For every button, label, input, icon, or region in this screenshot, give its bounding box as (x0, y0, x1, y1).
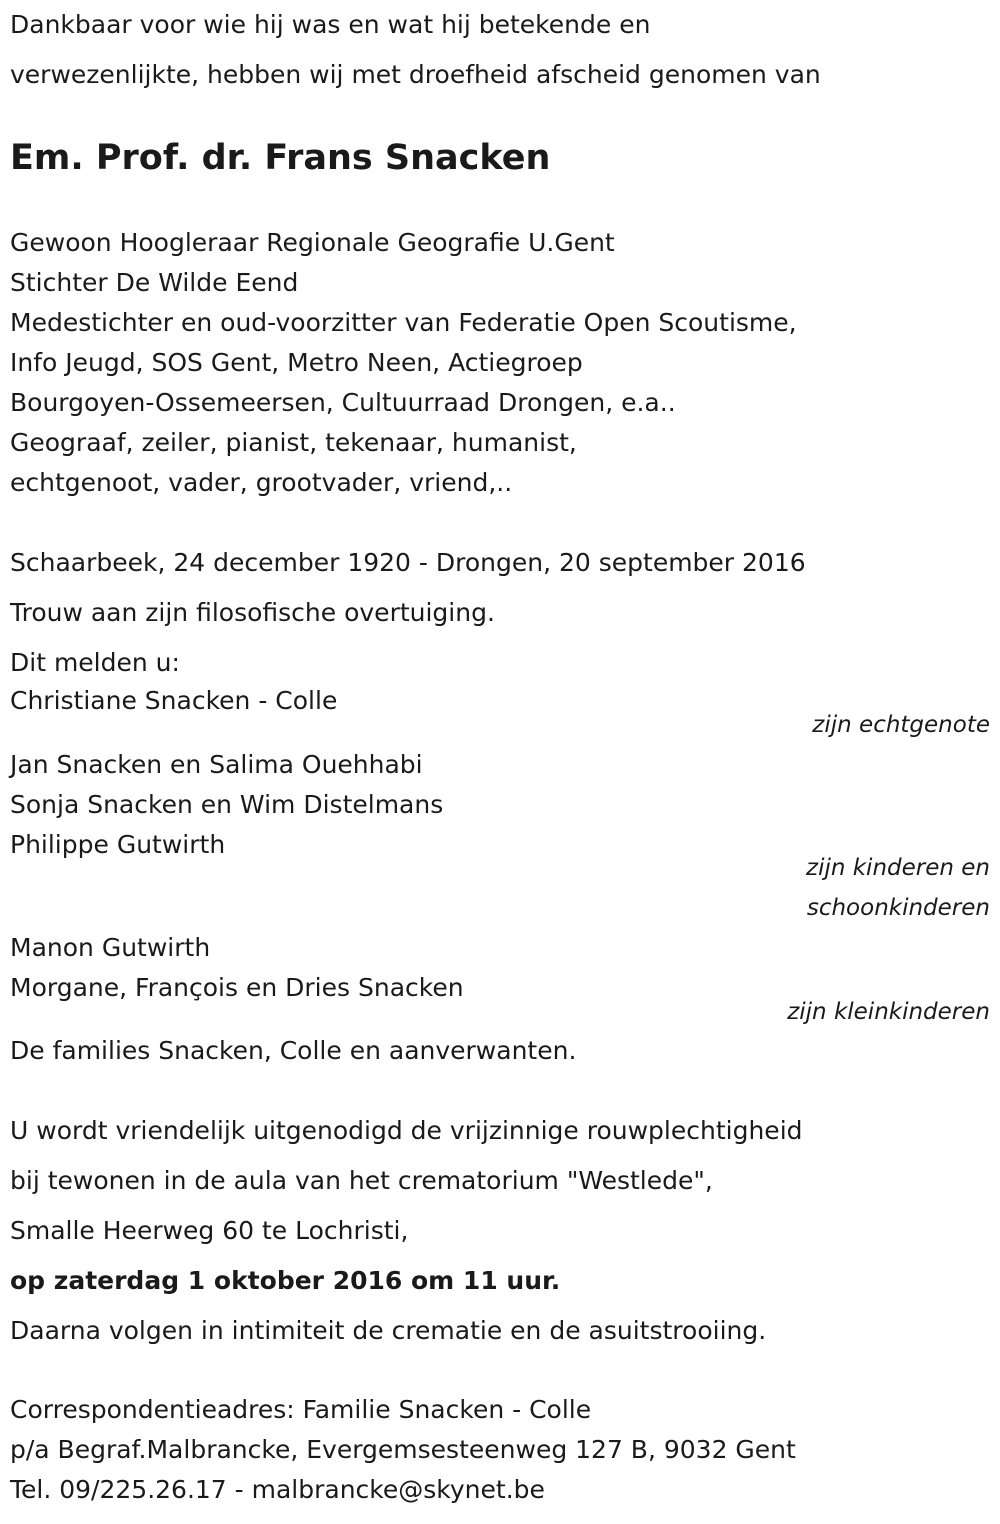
title-line: Geograaf, zeiler, pianist, tekenaar, humanist, (10, 428, 577, 457)
ceremony-date: op zaterdag 1 oktober 2016 om 11 uur. (10, 1266, 561, 1295)
correspondence-line: Correspondentieadres: Familie Snacken - Colle (10, 1395, 592, 1424)
intro-line: verwezenlijkte, hebben wij met droefheid afscheid genomen van (10, 60, 821, 89)
title-line: Info Jeugd, SOS Gent, Metro Neen, Actiegroep (10, 348, 583, 377)
grandchildren-role: zijn kleinkinderen (787, 999, 990, 1025)
after-ceremony: Daarna volgen in intimiteit de crematie en de asuitstrooiing. (10, 1316, 767, 1345)
life-dates: Schaarbeek, 24 december 1920 - Drongen, 20 september 2016 (10, 548, 806, 577)
title-line: echtgenoot, vader, grootvader, vriend,.. (10, 468, 513, 497)
child-name: Philippe Gutwirth (10, 830, 226, 859)
title-line: Bourgoyen-Ossemeersen, Cultuurraad Drongen, e.a.. (10, 388, 676, 417)
correspondence-line: p/a Begraf.Malbrancke, Evergemsesteenweg 127 B, 9032 Gent (10, 1435, 796, 1464)
correspondence-line: Tel. 09/225.26.17 - malbrancke@skynet.be (10, 1475, 545, 1504)
grandchild-name: Manon Gutwirth (10, 933, 211, 962)
conviction: Trouw aan zijn filosofische overtuiging. (10, 598, 495, 627)
spouse-role: zijn echtgenote (812, 712, 990, 738)
title-line: Stichter De Wilde Eend (10, 268, 299, 297)
title-line: Medestichter en oud-voorzitter van Federatie Open Scoutisme, (10, 308, 797, 337)
deceased-name: Em. Prof. dr. Frans Snacken (10, 138, 551, 178)
ceremony-line: Smalle Heerweg 60 te Lochristi, (10, 1216, 409, 1245)
child-name: Jan Snacken en Salima Ouehhabi (10, 750, 423, 779)
families: De families Snacken, Colle en aanverwanten. (10, 1036, 577, 1065)
grandchild-name: Morgane, François en Dries Snacken (10, 973, 464, 1002)
announce: Dit melden u: (10, 648, 180, 677)
ceremony-line: U wordt vriendelijk uitgenodigd de vrijzinnige rouwplechtigheid (10, 1116, 803, 1145)
children-role: zijn kinderen en (806, 855, 990, 881)
spouse-name: Christiane Snacken - Colle (10, 686, 338, 715)
intro-line: Dankbaar voor wie hij was en wat hij betekende en (10, 10, 651, 39)
children-role: schoonkinderen (806, 895, 990, 921)
title-line: Gewoon Hoogleraar Regionale Geografie U.Gent (10, 228, 615, 257)
ceremony-line: bij tewonen in de aula van het crematorium "Westlede", (10, 1166, 713, 1195)
child-name: Sonja Snacken en Wim Distelmans (10, 790, 444, 819)
